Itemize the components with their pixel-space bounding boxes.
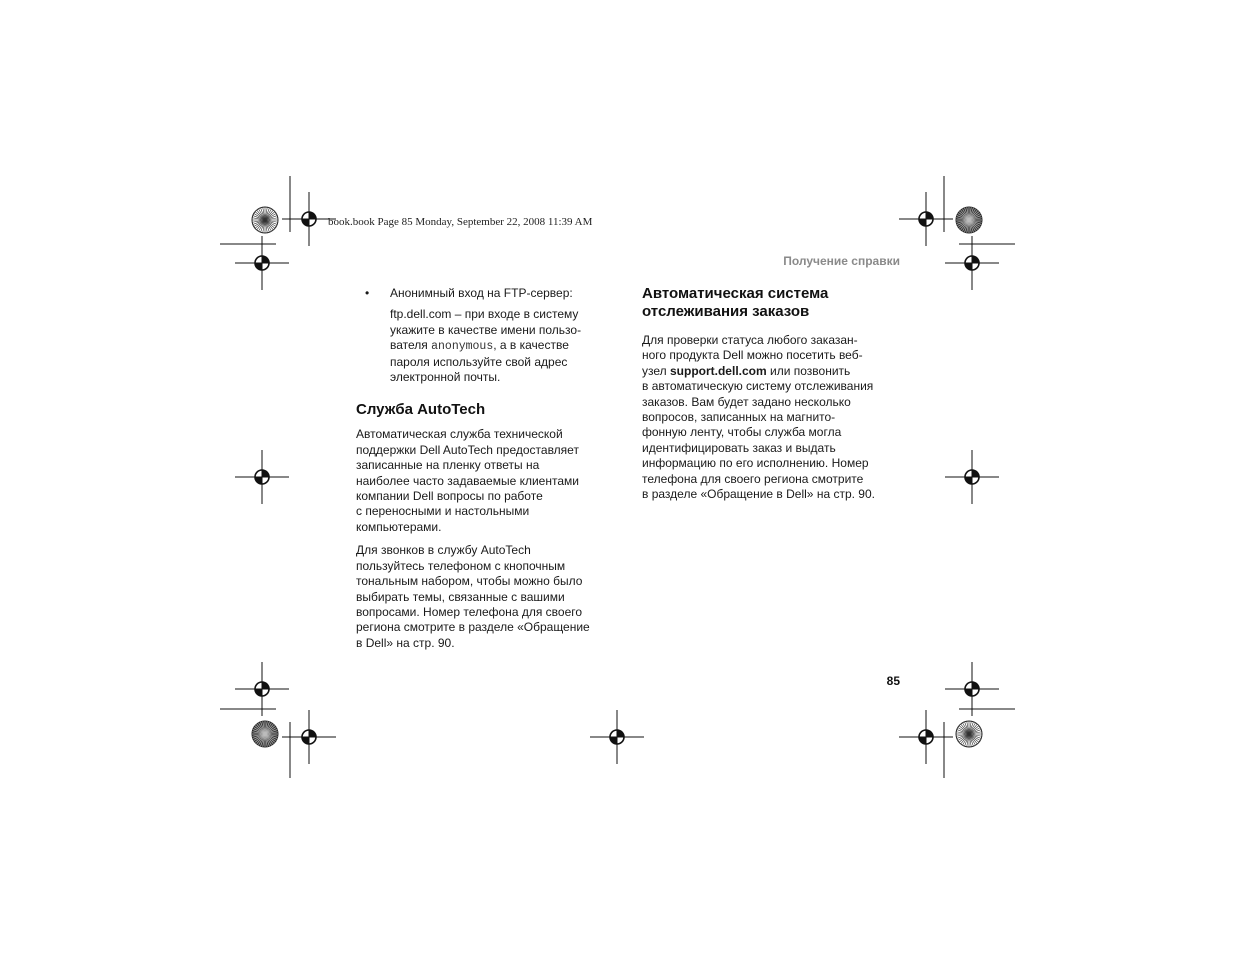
- autotech-paragraph-2: [356, 543, 592, 651]
- ftp-line: [390, 338, 592, 354]
- registration-target-icon: [899, 710, 953, 764]
- text-line: заказов. Вам будет задано несколько: [642, 394, 851, 409]
- text-line: записанные на пленку ответы на: [356, 458, 540, 473]
- registration-target-icon: [590, 710, 644, 764]
- text-line: региона смотрите в разделе «Обращение: [356, 620, 590, 635]
- ftp-line: пароля используйте свой адрес: [390, 354, 568, 369]
- autotech-paragraph-1: [356, 427, 592, 535]
- text-line: с переносными и настольными: [356, 504, 530, 519]
- text-line: вопросов, записанных на магнито-: [642, 410, 836, 425]
- text-line: [642, 364, 882, 379]
- text-line: Для звонков в службу AutoTech: [356, 543, 531, 558]
- page-number: 85: [886, 674, 900, 688]
- running-head: Получение справки: [783, 254, 900, 268]
- starburst-target-icon: [252, 721, 278, 747]
- section-heading-autotech: Служба AutoTech: [356, 401, 486, 419]
- starburst-target-icon: [956, 721, 982, 747]
- text-line: фонную ленту, чтобы служба могла: [642, 425, 842, 440]
- ftp-instructions: [356, 307, 592, 385]
- text-line: вопросами. Номер телефона для своего: [356, 604, 583, 619]
- support-site-link-text: support.dell.com: [669, 363, 767, 378]
- starburst-target-icon: [252, 207, 278, 233]
- starburst-target-icon: [956, 207, 982, 233]
- text-line: тональным набором, чтобы можно было: [356, 574, 583, 589]
- text-line-part: или позвонить: [766, 363, 851, 378]
- section-heading-order-tracking: [642, 285, 882, 321]
- text-line: компьютерами.: [356, 519, 442, 534]
- text-line: пользуйтесь телефоном с кнопочным: [356, 558, 566, 573]
- bullet-item: [356, 286, 592, 301]
- username-code: anonymous: [431, 340, 494, 354]
- ftp-line: укажите в качестве имени пользо-: [390, 322, 582, 337]
- registration-target-icon: [945, 450, 999, 504]
- text-line: в автоматическую систему отслеживания: [642, 379, 874, 394]
- text-line: ного продукта Dell можно посетить веб-: [642, 348, 863, 363]
- registration-target-icon: [235, 662, 289, 716]
- ftp-line-text: вателя: [390, 338, 432, 353]
- print-info-line: book.book Page 85 Monday, September 22, 2008 11:39 AM: [328, 216, 593, 228]
- text-line: идентифицировать заказ и выдать: [642, 440, 836, 455]
- order-tracking-paragraph: [642, 333, 882, 502]
- text-line: Автоматическая служба технической: [356, 427, 563, 442]
- heading-line: Автоматическая система: [642, 285, 829, 302]
- text-line: в Dell» на стр. 90.: [356, 635, 455, 650]
- ftp-line: электронной почты.: [390, 370, 501, 385]
- text-line: выбирать темы, связанные с вашими: [356, 589, 565, 604]
- text-line: телефона для своего региона смотрите: [642, 471, 864, 486]
- ftp-line: ftp.dell.com – при входе в систему: [390, 307, 579, 322]
- registration-target-icon: [945, 662, 999, 716]
- text-line: информацию по его исполнению. Номер: [642, 456, 869, 471]
- text-line-part: узел: [642, 363, 670, 378]
- heading-line: отслеживания заказов: [642, 303, 810, 320]
- ftp-line-text: , а в качестве: [493, 338, 569, 353]
- text-line: Для проверки статуса любого заказан-: [642, 333, 858, 347]
- registration-target-icon: [899, 192, 953, 246]
- bullet-icon: •: [365, 286, 370, 300]
- registration-target-icon: [235, 450, 289, 504]
- bullet-text: Анонимный вход на FTP-сервер:: [390, 286, 573, 300]
- text-line: поддержки Dell AutoTech предоставляет: [356, 442, 579, 457]
- text-line: компании Dell вопросы по работе: [356, 489, 543, 504]
- left-column: [356, 286, 592, 651]
- text-line: в разделе «Обращение в Dell» на стр. 90.: [642, 487, 875, 502]
- text-line: наиболее часто задаваемые клиентами: [356, 473, 579, 488]
- right-column: [642, 285, 882, 502]
